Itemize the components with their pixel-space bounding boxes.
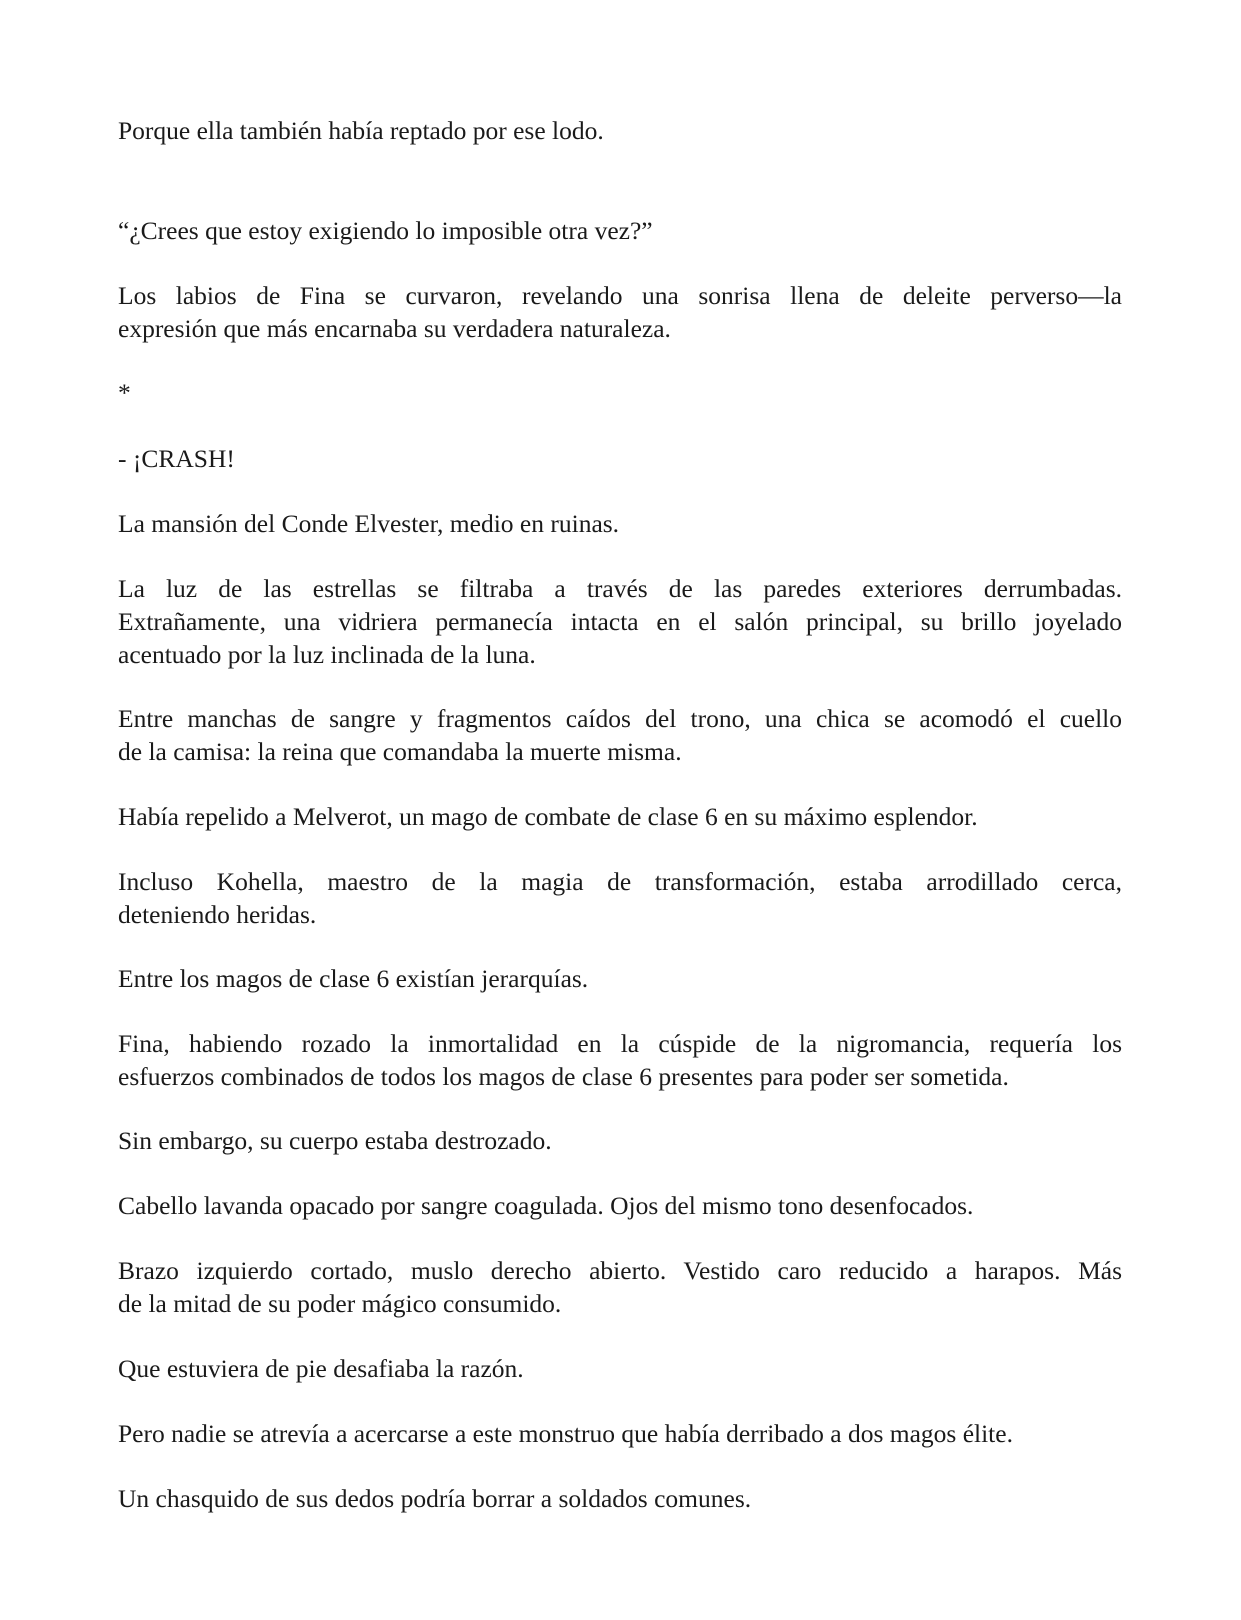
paragraph-14 <box>118 1189 1122 1222</box>
paragraph-7 <box>118 572 1122 671</box>
paragraph-2 <box>118 214 1122 247</box>
paragraph-9 <box>118 800 1122 833</box>
text-line: La luz de las estrellas se filtraba a través de las paredes exteriores derrumbadas. <box>118 574 1122 603</box>
paragraph-5 <box>118 442 1122 475</box>
paragraph-6 <box>118 507 1122 540</box>
text-line: - ¡CRASH! <box>118 444 235 473</box>
text-line: Entre manchas de sangre y fragmentos caídos del trono, una chica se acomodó el cuello <box>118 704 1122 733</box>
paragraph-13 <box>118 1124 1122 1157</box>
text-line: La mansión del Conde Elvester, medio en ruinas. <box>118 509 620 538</box>
paragraph-8 <box>118 702 1122 768</box>
text-line: Extrañamente, una vidriera permanecía intacta en el salón principal, su brillo joyelado <box>118 607 1122 636</box>
text-line: Los labios de Fina se curvaron, revelando una sonrisa llena de deleite perverso—la <box>118 281 1122 310</box>
paragraph-15 <box>118 1254 1122 1320</box>
paragraph-4 <box>118 376 1122 409</box>
paragraph-17 <box>118 1417 1122 1450</box>
text-line: deteniendo heridas. <box>118 900 317 929</box>
text-line: Entre los magos de clase 6 existían jerarquías. <box>118 964 589 993</box>
text-line: Porque ella también había reptado por ese lodo. <box>118 116 604 145</box>
text-line: Sin embargo, su cuerpo estaba destrozado. <box>118 1126 552 1155</box>
text-line: “¿Crees que estoy exigiendo lo imposible otra vez?” <box>118 216 653 245</box>
text-line: Incluso Kohella, maestro de la magia de transformación, estaba arrodillado cerca, <box>118 867 1122 896</box>
text-line: expresión que más encarnaba su verdadera naturaleza. <box>118 314 671 343</box>
paragraph-11 <box>118 962 1122 995</box>
text-line: de la camisa: la reina que comandaba la muerte misma. <box>118 737 682 766</box>
paragraph-10 <box>118 865 1122 931</box>
text-line: de la mitad de su poder mágico consumido. <box>118 1289 562 1318</box>
text-line: Pero nadie se atrevía a acercarse a este monstruo que había derribado a dos magos élite. <box>118 1419 1013 1448</box>
text-line: * <box>118 378 131 407</box>
text-line: Un chasquido de sus dedos podría borrar a soldados comunes. <box>118 1484 752 1513</box>
paragraph-1 <box>118 114 1122 147</box>
text-line: Había repelido a Melverot, un mago de combate de clase 6 en su máximo esplendor. <box>118 802 978 831</box>
text-line: esfuerzos combinados de todos los magos de clase 6 presentes para poder ser sometida. <box>118 1062 1009 1091</box>
paragraph-16 <box>118 1352 1122 1385</box>
text-line: acentuado por la luz inclinada de la luna. <box>118 640 536 669</box>
paragraph-18 <box>118 1482 1122 1515</box>
paragraph-12 <box>118 1027 1122 1093</box>
text-line: Que estuviera de pie desafiaba la razón. <box>118 1354 524 1383</box>
text-line: Brazo izquierdo cortado, muslo derecho abierto. Vestido caro reducido a harapos. Más <box>118 1256 1122 1285</box>
paragraph-3 <box>118 279 1122 345</box>
text-line: Fina, habiendo rozado la inmortalidad en la cúspide de la nigromancia, requería los <box>118 1029 1122 1058</box>
text-line: Cabello lavanda opacado por sangre coagulada. Ojos del mismo tono desenfocados. <box>118 1191 974 1220</box>
